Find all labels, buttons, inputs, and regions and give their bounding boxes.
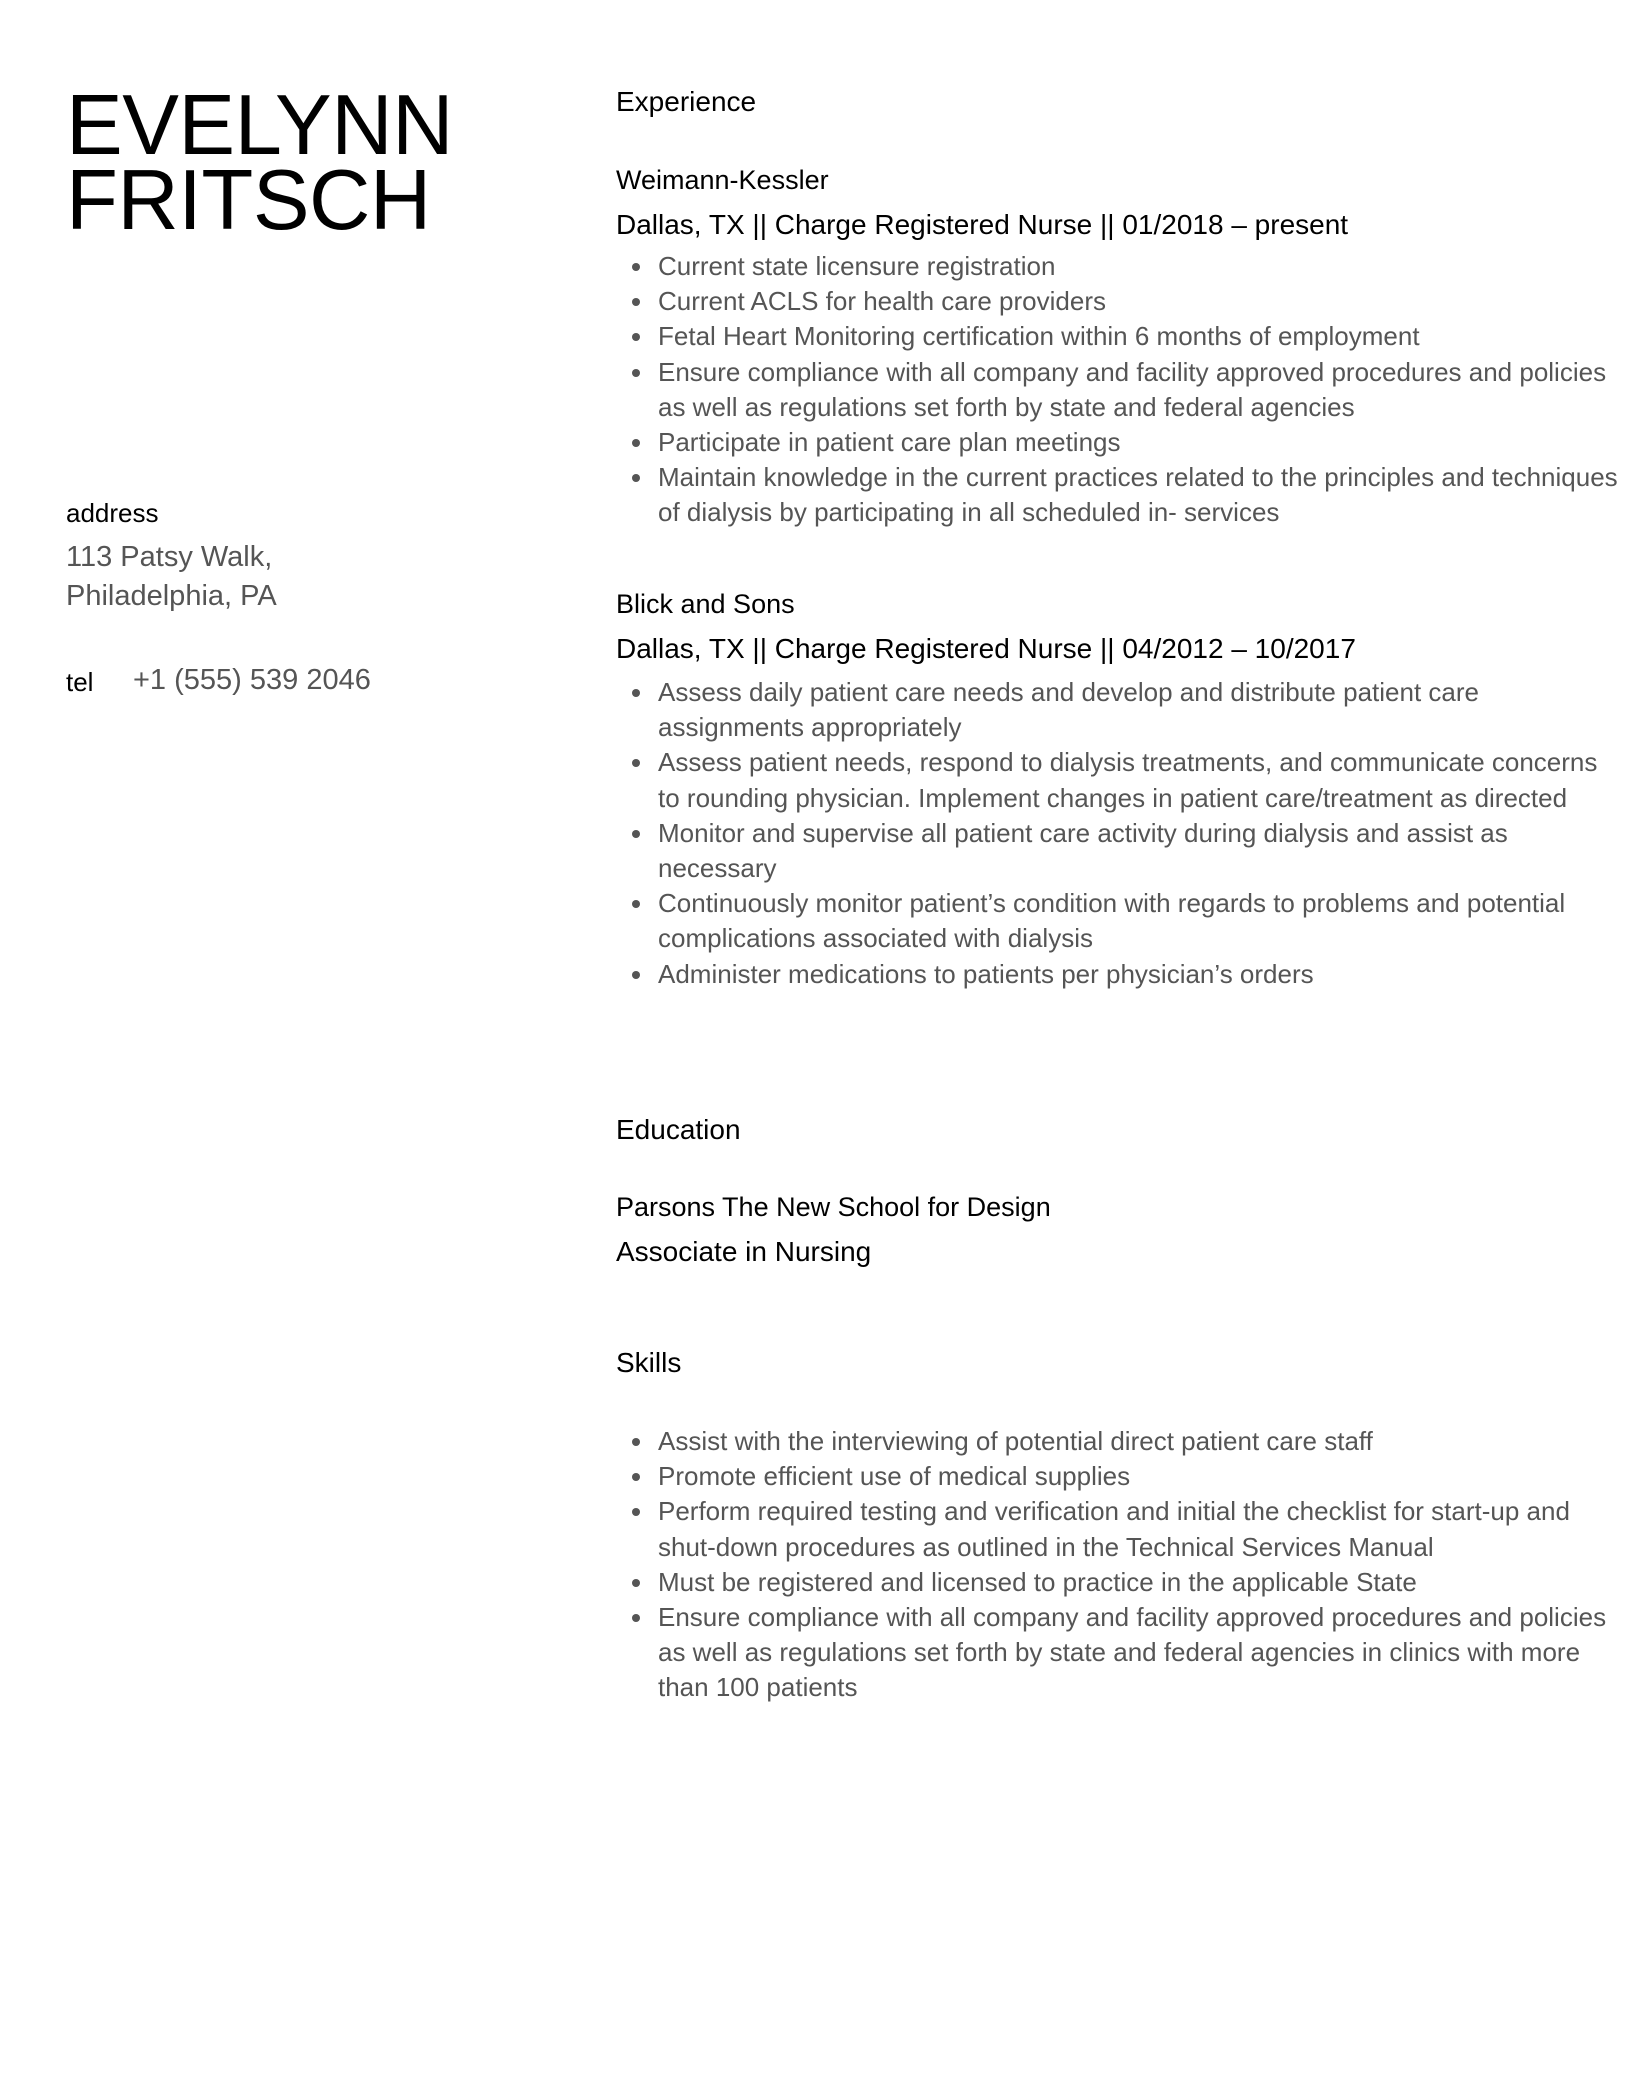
education-degree: Associate in Nursing	[616, 1236, 872, 1267]
list-item: Assess daily patient care needs and develop and distribute patient care assignments appropriately	[658, 675, 1618, 745]
list-item: Ensure compliance with all company and facility approved procedures and policies as well as regulations set forth by state and federal agencies in clinics with more than 100 patients	[658, 1600, 1618, 1706]
job-company: Weimann-Kessler	[616, 165, 829, 195]
list-item: Maintain knowledge in the current practices related to the principles and techniques of dialysis by participating in all scheduled in- services	[658, 460, 1618, 530]
first-name: EVELYNN	[66, 78, 454, 173]
list-item: Current ACLS for health care providers	[658, 284, 1618, 319]
list-item: Must be registered and licensed to practice in the applicable State	[658, 1565, 1618, 1600]
job-bullets	[616, 675, 1618, 992]
list-item: Continuously monitor patient’s condition with regards to problems and potential complications associated with dialysis	[658, 886, 1618, 956]
address-line-2: Philadelphia, PA	[66, 580, 277, 612]
list-item: Fetal Heart Monitoring certification within 6 months of employment	[658, 319, 1618, 354]
list-item: Promote efficient use of medical supplies	[658, 1459, 1618, 1494]
skills-heading: Skills	[616, 1347, 682, 1378]
candidate-name	[66, 78, 454, 248]
job-company: Blick and Sons	[616, 589, 795, 619]
job-meta: Dallas, TX || Charge Registered Nurse || 01/2018 – present	[616, 209, 1349, 240]
list-item: Perform required testing and verification and initial the checklist for start-up and shut-down procedures as outlined in the Technical Services Manual	[658, 1494, 1618, 1564]
list-item: Administer medications to patients per physician’s orders	[658, 957, 1618, 992]
list-item: Ensure compliance with all company and facility approved procedures and policies as well as regulations set forth by state and federal agencies	[658, 355, 1618, 425]
address	[66, 538, 277, 616]
address-line-1: 113 Patsy Walk,	[66, 541, 273, 573]
experience-heading: Experience	[616, 86, 757, 117]
list-item: Monitor and supervise all patient care activity during dialysis and assist as necessary	[658, 816, 1618, 886]
list-item: Current state licensure registration	[658, 249, 1618, 284]
job-bullets	[616, 249, 1618, 531]
job-meta: Dallas, TX || Charge Registered Nurse || 04/2012 – 10/2017	[616, 633, 1356, 664]
list-item: Assist with the interviewing of potential direct patient care staff	[658, 1424, 1618, 1459]
education-heading: Education	[616, 1114, 741, 1145]
list-item: Participate in patient care plan meetings	[658, 425, 1618, 460]
education-school: Parsons The New School for Design	[616, 1192, 1051, 1222]
last-name: FRITSCH	[66, 153, 431, 248]
address-label: address	[66, 498, 159, 528]
tel-label: tel	[66, 667, 94, 697]
tel-value: +1 (555) 539 2046	[133, 664, 371, 696]
skills-list	[616, 1424, 1618, 1706]
list-item: Assess patient needs, respond to dialysis treatments, and communicate concerns to rounding physician. Implement changes in patient care/treatment as directed	[658, 745, 1618, 815]
